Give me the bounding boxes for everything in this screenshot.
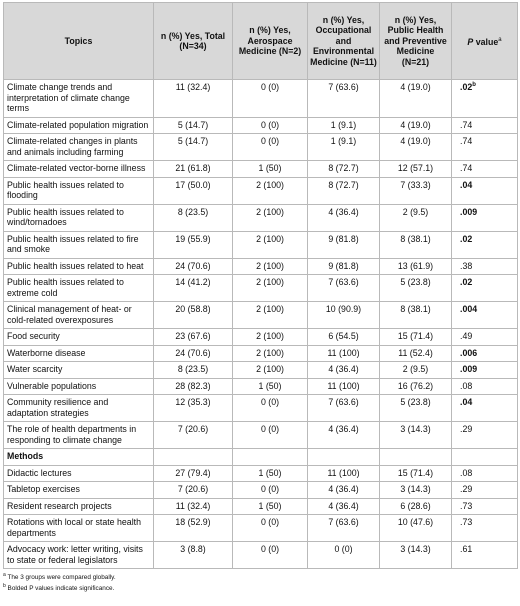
footnote-mark: b: [3, 583, 6, 590]
occupational-cell: 9 (81.8): [308, 258, 380, 275]
aerospace-cell: 2 (100): [233, 362, 308, 379]
p-value-cell: [452, 498, 518, 515]
occupational-cell: 4 (36.4): [308, 482, 380, 499]
occupational-cell: 4 (36.4): [308, 422, 380, 449]
table-row: [4, 482, 518, 499]
topic-cell: Rotations with local or state health departments: [4, 515, 154, 542]
table-row: [4, 362, 518, 379]
p-value-cell: [452, 482, 518, 499]
public-health-cell: 10 (47.6): [380, 515, 452, 542]
p-value: .009: [460, 206, 478, 217]
total-cell: 28 (82.3): [154, 378, 233, 395]
header-public-health: n (%) Yes, Public Health and Preventive Medicine (N=21): [380, 3, 452, 80]
public-health-cell: 15 (71.4): [380, 329, 452, 346]
p-value-cell: [452, 275, 518, 302]
occupational-cell: 6 (54.5): [308, 329, 380, 346]
public-health-cell: 8 (38.1): [380, 302, 452, 329]
p-value-cell: [452, 329, 518, 346]
p-value-cell: [452, 465, 518, 482]
public-health-cell: 4 (19.0): [380, 134, 452, 161]
empty-cell: [154, 449, 233, 466]
public-health-cell: 16 (76.2): [380, 378, 452, 395]
p-value-cell: [452, 302, 518, 329]
occupational-cell: 7 (63.6): [308, 395, 380, 422]
occupational-cell: 4 (36.4): [308, 498, 380, 515]
occupational-cell: 8 (72.7): [308, 161, 380, 178]
aerospace-cell: 1 (50): [233, 161, 308, 178]
public-health-cell: 5 (23.8): [380, 275, 452, 302]
topic-cell: Tabletop exercises: [4, 482, 154, 499]
occupational-cell: 11 (100): [308, 345, 380, 362]
occupational-cell: 7 (63.6): [308, 80, 380, 118]
footnote-text: The 3 groups were compared globally.: [5, 574, 116, 582]
aerospace-cell: 2 (100): [233, 177, 308, 204]
header-p-italic: P: [467, 36, 474, 47]
public-health-cell: 3 (14.3): [380, 542, 452, 569]
header-p-value: [452, 3, 518, 80]
p-value: .04: [460, 397, 473, 407]
topic-cell: Climate-related population migration: [4, 117, 154, 134]
table-row: [4, 134, 518, 161]
table-row: [4, 465, 518, 482]
p-value-cell: [452, 177, 518, 204]
public-health-cell: 2 (9.5): [380, 204, 452, 231]
empty-cell: [233, 449, 308, 466]
p-value-cell: [452, 345, 518, 362]
total-cell: 7 (20.6): [154, 422, 233, 449]
aerospace-cell: 1 (50): [233, 465, 308, 482]
p-value-cell: [452, 542, 518, 569]
methods-section-row: [4, 449, 518, 466]
p-value-cell: [452, 204, 518, 231]
p-value: .04: [460, 179, 473, 190]
topic-cell: Climate-related changes in plants and animals including farming: [4, 134, 154, 161]
topic-cell: Food security: [4, 329, 154, 346]
aerospace-cell: 2 (100): [233, 329, 308, 346]
p-value-cell: [452, 80, 518, 118]
occupational-cell: 1 (9.1): [308, 117, 380, 134]
public-health-cell: 15 (71.4): [380, 465, 452, 482]
empty-cell: [452, 449, 518, 466]
p-value: .29: [460, 424, 473, 434]
occupational-cell: 4 (36.4): [308, 204, 380, 231]
table-row: [4, 422, 518, 449]
table-row: [4, 498, 518, 515]
total-cell: 3 (8.8): [154, 542, 233, 569]
empty-cell: [380, 449, 452, 466]
p-value-cell: [452, 258, 518, 275]
data-table: [3, 2, 518, 569]
occupational-cell: 8 (72.7): [308, 177, 380, 204]
aerospace-cell: 2 (100): [233, 275, 308, 302]
aerospace-cell: 1 (50): [233, 378, 308, 395]
table-container: [3, 2, 517, 593]
table-row: [4, 302, 518, 329]
p-value: .38: [460, 260, 473, 271]
aerospace-cell: 2 (100): [233, 302, 308, 329]
table-row: [4, 329, 518, 346]
public-health-cell: 3 (14.3): [380, 422, 452, 449]
p-value-footnote-mark: b: [472, 82, 476, 89]
table-body: [4, 80, 518, 569]
total-cell: 21 (61.8): [154, 161, 233, 178]
total-cell: 24 (70.6): [154, 345, 233, 362]
table-row: [4, 275, 518, 302]
total-cell: 18 (52.9): [154, 515, 233, 542]
public-health-cell: 4 (19.0): [380, 80, 452, 118]
table-row: [4, 80, 518, 118]
table-row: [4, 204, 518, 231]
header-total: n (%) Yes, Total (N=34): [154, 3, 233, 80]
methods-heading: Methods: [4, 449, 154, 466]
public-health-cell: 3 (14.3): [380, 482, 452, 499]
table-header: [4, 3, 518, 80]
public-health-cell: 11 (52.4): [380, 345, 452, 362]
topic-cell: Community resilience and adaptation strategies: [4, 395, 154, 422]
total-cell: 24 (70.6): [154, 258, 233, 275]
p-value: .02: [460, 82, 473, 92]
p-value: .006: [460, 347, 478, 358]
p-value-cell: [452, 231, 518, 258]
public-health-cell: 4 (19.0): [380, 117, 452, 134]
p-value: .009: [460, 364, 478, 374]
public-health-cell: 6 (28.6): [380, 498, 452, 515]
table-row: [4, 161, 518, 178]
total-cell: 8 (23.5): [154, 362, 233, 379]
aerospace-cell: 1 (50): [233, 498, 308, 515]
table-row: [4, 117, 518, 134]
aerospace-cell: 2 (100): [233, 231, 308, 258]
public-health-cell: 7 (33.3): [380, 177, 452, 204]
table-row: [4, 515, 518, 542]
table-row: [4, 177, 518, 204]
total-cell: 12 (35.3): [154, 395, 233, 422]
total-cell: 27 (79.4): [154, 465, 233, 482]
footnotes: [3, 571, 517, 593]
topic-cell: The role of health departments in responding to climate change: [4, 422, 154, 449]
aerospace-cell: 2 (100): [233, 258, 308, 275]
empty-cell: [308, 449, 380, 466]
p-value: .74: [460, 136, 473, 146]
topic-cell: Public health issues related to wind/tornadoes: [4, 204, 154, 231]
aerospace-cell: 2 (100): [233, 345, 308, 362]
header-p-sup: a: [498, 36, 502, 43]
total-cell: 5 (14.7): [154, 134, 233, 161]
aerospace-cell: 0 (0): [233, 542, 308, 569]
footnote-text: Bolded P values indicate significance.: [5, 585, 115, 593]
header-occupational: n (%) Yes, Occupational and Environmental Medicine (N=11): [308, 3, 380, 80]
p-value-cell: [452, 422, 518, 449]
public-health-cell: 5 (23.8): [380, 395, 452, 422]
p-value: .73: [460, 517, 473, 527]
footnote: [3, 582, 517, 593]
aerospace-cell: 0 (0): [233, 395, 308, 422]
total-cell: 5 (14.7): [154, 117, 233, 134]
p-value: .73: [460, 500, 473, 511]
total-cell: 20 (58.8): [154, 302, 233, 329]
table-row: [4, 345, 518, 362]
aerospace-cell: 0 (0): [233, 482, 308, 499]
p-value: .61: [460, 544, 473, 554]
table-row: [4, 231, 518, 258]
topic-cell: Public health issues related to flooding: [4, 177, 154, 204]
header-p-rest: value: [473, 36, 499, 47]
aerospace-cell: 0 (0): [233, 422, 308, 449]
total-cell: 23 (67.6): [154, 329, 233, 346]
topic-cell: Climate change trends and interpretation of climate change terms: [4, 80, 154, 118]
topic-cell: Public health issues related to extreme cold: [4, 275, 154, 302]
topic-cell: Advocacy work: letter writing, visits to state or federal legislators: [4, 542, 154, 569]
occupational-cell: 10 (90.9): [308, 302, 380, 329]
aerospace-cell: 0 (0): [233, 515, 308, 542]
p-value: .02: [460, 277, 473, 287]
total-cell: 7 (20.6): [154, 482, 233, 499]
total-cell: 14 (41.2): [154, 275, 233, 302]
footnote-mark: a: [3, 572, 6, 578]
total-cell: 8 (23.5): [154, 204, 233, 231]
occupational-cell: 7 (63.6): [308, 275, 380, 302]
p-value-cell: [452, 117, 518, 134]
topic-cell: Waterborne disease: [4, 345, 154, 362]
total-cell: 19 (55.9): [154, 231, 233, 258]
aerospace-cell: 0 (0): [233, 134, 308, 161]
p-value: .29: [460, 484, 473, 494]
table-row: [4, 378, 518, 395]
p-value-cell: [452, 395, 518, 422]
public-health-cell: 12 (57.1): [380, 161, 452, 178]
p-value: .08: [460, 467, 473, 478]
topic-cell: Vulnerable populations: [4, 378, 154, 395]
topic-cell: Water scarcity: [4, 362, 154, 379]
occupational-cell: 0 (0): [308, 542, 380, 569]
p-value-cell: [452, 161, 518, 178]
topic-cell: Resident research projects: [4, 498, 154, 515]
public-health-cell: 8 (38.1): [380, 231, 452, 258]
occupational-cell: 7 (63.6): [308, 515, 380, 542]
table-row: [4, 395, 518, 422]
total-cell: 17 (50.0): [154, 177, 233, 204]
topic-cell: Clinical management of heat- or cold-related overexposures: [4, 302, 154, 329]
table-row: [4, 258, 518, 275]
p-value: .02: [460, 233, 473, 244]
occupational-cell: 11 (100): [308, 465, 380, 482]
total-cell: 11 (32.4): [154, 498, 233, 515]
public-health-cell: 13 (61.9): [380, 258, 452, 275]
topic-cell: Public health issues related to fire and smoke: [4, 231, 154, 258]
topic-cell: Didactic lectures: [4, 465, 154, 482]
occupational-cell: 11 (100): [308, 378, 380, 395]
p-value: .74: [460, 163, 473, 173]
p-value: .74: [460, 119, 473, 130]
p-value-cell: [452, 134, 518, 161]
table-row: [4, 542, 518, 569]
p-value: .08: [460, 380, 473, 391]
p-value-cell: [452, 515, 518, 542]
public-health-cell: 2 (9.5): [380, 362, 452, 379]
p-value-cell: [452, 378, 518, 395]
occupational-cell: 9 (81.8): [308, 231, 380, 258]
p-value: .49: [460, 331, 473, 341]
p-value-cell: [452, 362, 518, 379]
footnote: [3, 571, 517, 582]
topic-cell: Climate-related vector-borne illness: [4, 161, 154, 178]
occupational-cell: 1 (9.1): [308, 134, 380, 161]
aerospace-cell: 0 (0): [233, 80, 308, 118]
total-cell: 11 (32.4): [154, 80, 233, 118]
header-aerospace: n (%) Yes, Aerospace Medicine (N=2): [233, 3, 308, 80]
header-topics: Topics: [4, 3, 154, 80]
aerospace-cell: 2 (100): [233, 204, 308, 231]
p-value: .004: [460, 304, 478, 314]
occupational-cell: 4 (36.4): [308, 362, 380, 379]
topic-cell: Public health issues related to heat: [4, 258, 154, 275]
aerospace-cell: 0 (0): [233, 117, 308, 134]
